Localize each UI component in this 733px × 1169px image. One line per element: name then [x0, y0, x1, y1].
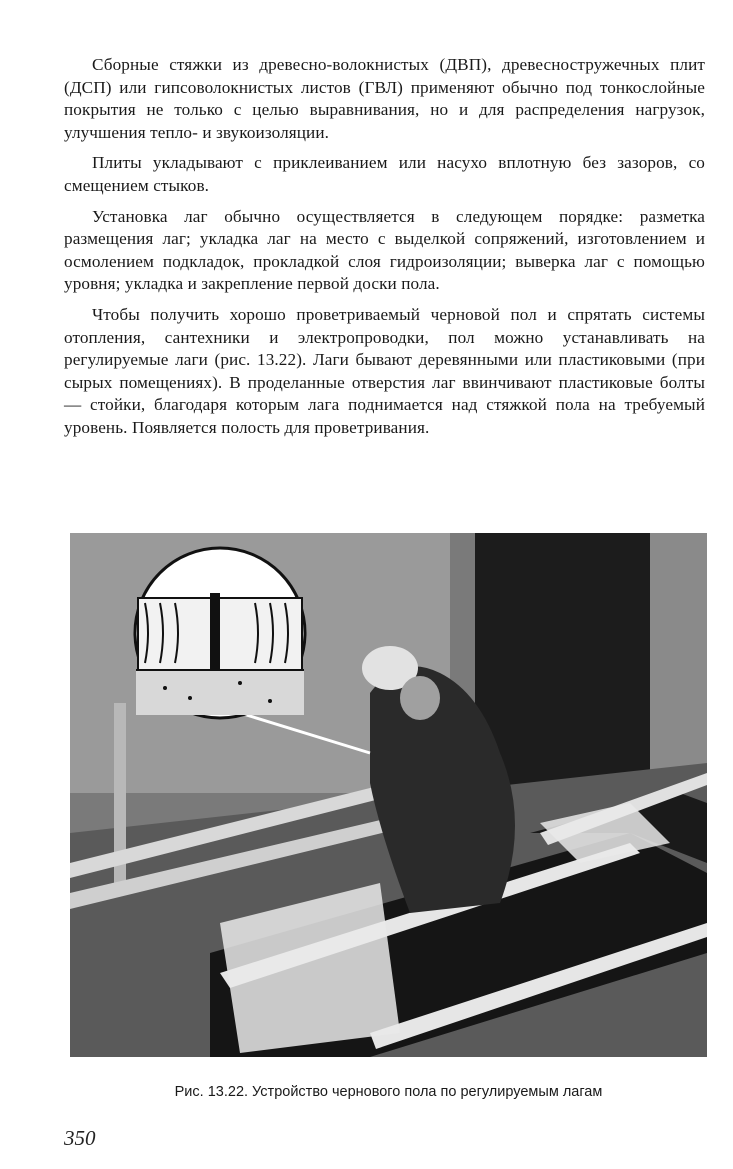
page-number: 350: [64, 1126, 96, 1150]
paragraph-4: Чтобы получить хорошо проветриваемый черновой пол и спрятать системы отопления, сантехники и электропроводки, пол можно устанавливать на регулируемые лаги (рис. 13.22). Лаги бывают деревянными или пластиковыми (при сырых помещениях). В проделанные отверстия лаг ввинчивают пластиковые болты — стойки, благодаря которым лага поднимается над стяжкой пола на требуемый уровень. Появляется полость для проветривания.: [64, 304, 705, 437]
figure-caption: Рис. 13.22. Устройство чернового пола по регулируемым лагам: [174, 1084, 603, 1100]
body-text: [64, 54, 705, 440]
figure-photo: [70, 533, 707, 1057]
paragraph-3: Установка лаг обычно осуществляется в следующем порядке: разметка размещения лаг; укладка лаг на место с выделкой сопряжений, изготовлением и осмолением подкладок, прокладкой слоя гидроизоляции; выверка лаг с помощью уровня; укладка и закрепление первой доски пола.: [64, 206, 705, 294]
paragraph-2: Плиты укладывают с приклеиванием или насухо вплотную без зазоров, со смещением стыков.: [64, 153, 705, 195]
floor-joists-photo: [70, 533, 707, 1057]
paragraph-1: Сборные стяжки из древесно-волокнистых (ДВП), древесностружечных плит (ДСП) или гипсоволокнистых листов (ГВЛ) применяют обычно под тонкослойные покрытия не только с целью выравнивания, но и для распределения нагрузок, улучшения тепло- и звукоизоляции.: [64, 55, 705, 142]
